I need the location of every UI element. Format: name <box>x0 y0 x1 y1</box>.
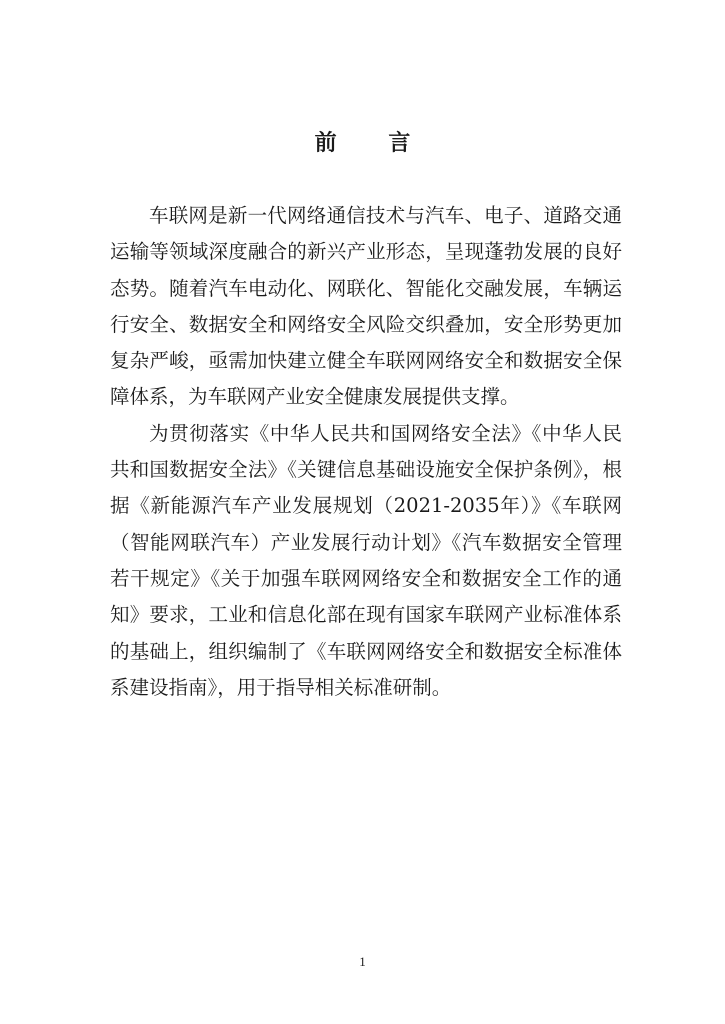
paragraph-2: 为贯彻落实《中华人民共和国网络安全法》《中华人民共和国数据安全法》《关键信息基础设施安全保护条例》，根据《新能源汽车产业发展规划（2021-2035年）》《车联网（智能网联汽车）产业发展行动计划》《汽车数据安全管理若干规定》《关于加强车联网网络安全和数据安全工作的通知》要求，工业和信息化部在现有国家车联网产业标准体系的基础上，组织编制了《车联网网络安全和数据安全标准体系建设指南》，用于指导相关标准研制。 <box>110 421 622 699</box>
body-text <box>110 198 622 706</box>
page-number: 1 <box>359 954 366 969</box>
paragraph-1: 车联网是新一代网络通信技术与汽车、电子、道路交通运输等领域深度融合的新兴产业形态，呈现蓬勃发展的良好态势。随着汽车电动化、网联化、智能化交融发展，车辆运行安全、数据安全和网络安全风险交织叠加，安全形势更加复杂严峻，亟需加快建立健全车联网网络安全和数据安全保障体系，为车联网产业安全健康发展提供支撑。 <box>110 204 622 409</box>
page-title: 前 言 <box>314 130 433 156</box>
